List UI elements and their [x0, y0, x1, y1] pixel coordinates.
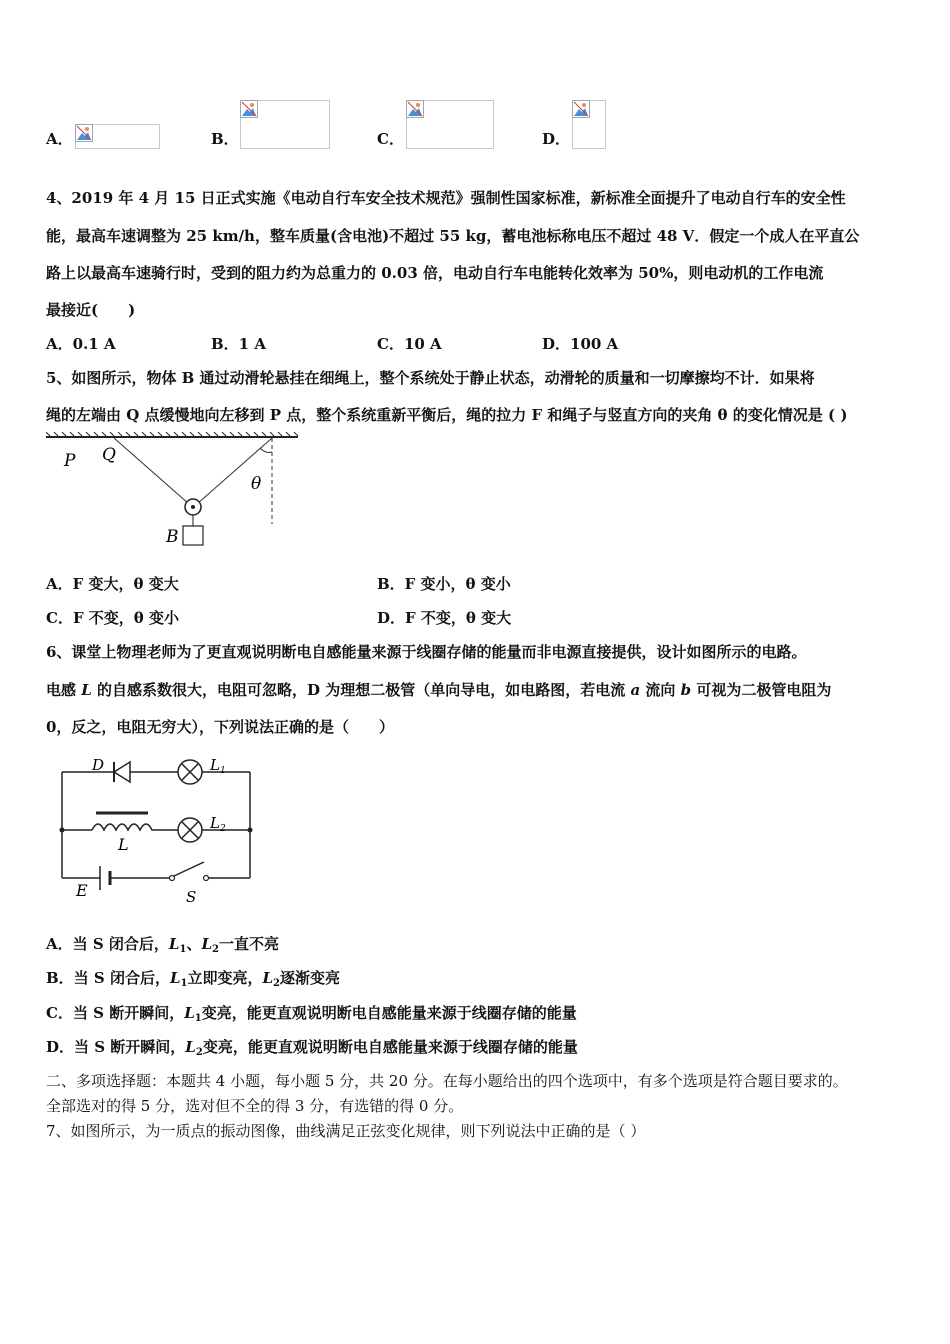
q3-option-c-image: [406, 100, 494, 149]
q4-option-c: C．10 A: [377, 335, 442, 353]
q4-option-a: A．0.1 A: [46, 335, 116, 353]
label-b: B: [166, 527, 179, 547]
q6-text-line-1: 6、课堂上物理老师为了更直观说明断电自感能量来源于线圈存储的能量而非电源直接提供，设计如图所示的电路。: [46, 643, 807, 661]
block-b: [183, 526, 203, 545]
q6-line2-part-d: 可视为二极管电阻为: [691, 681, 832, 699]
q6-line2-part-c: 流向: [640, 681, 681, 699]
q6-option-a: A．当 S 闭合后，$L_1$、$L_2$一直不亮: [46, 935, 279, 955]
q3-option-d-image: [572, 100, 606, 149]
label-l1: $L_1$: [210, 756, 226, 776]
q3-option-a-image: [75, 124, 160, 149]
q6-line2-part-b: 的自感系数很大，电阻可忽略，D 为理想二极管（单向导电，如电路图，若电流: [91, 681, 631, 699]
q5-option-c: C．F 不变，θ 变小: [46, 609, 180, 627]
q6-option-d: D．当 S 断开瞬间，$L_2$变亮，能更直观说明断电自感能量来源于线圈存储的能量: [46, 1038, 578, 1058]
q3-option-b-image: [240, 100, 330, 149]
label-theta: θ: [251, 474, 262, 494]
label-d: D: [92, 756, 105, 774]
lamp-l2-symbol: [174, 818, 206, 842]
q4-text-line-4: 最接近( ): [46, 301, 136, 319]
diode-symbol: [110, 762, 134, 782]
label-l2: $L_2$: [210, 814, 226, 834]
label-l: L: [118, 835, 129, 854]
circuit-diagram: [58, 756, 258, 906]
broken-image-icon: [406, 100, 424, 118]
q6-line2-var-l: L: [81, 681, 92, 699]
q6-line2-var-b: b: [680, 681, 692, 699]
q6-line2-part-a: 电感: [46, 681, 82, 699]
q5-option-d: D．F 不变，θ 变大: [377, 609, 512, 627]
pulley-diagram: [46, 432, 302, 550]
q6-option-b: B．当 S 闭合后，$L_1$立即变亮，$L_2$逐渐变亮: [46, 969, 341, 989]
broken-image-icon: [572, 100, 590, 118]
q6-text-line-3: 0，反之，电阻无穷大），下列说法正确的是（ ）: [46, 718, 394, 736]
q3-option-a-label: A．: [46, 130, 73, 148]
q6-text-line-2: [46, 679, 831, 700]
lamp-l1-symbol: [174, 760, 206, 784]
broken-image-icon: [75, 124, 93, 142]
label-p: P: [64, 451, 76, 471]
broken-image-icon: [240, 100, 258, 118]
q4-option-b: B．1 A: [211, 335, 266, 353]
section-2-line-1: 二、多项选择题：本题共 4 小题，每小题 5 分，共 20 分。在每小题给出的四个选项中，有多个选项是符合题目要求的。: [46, 1072, 848, 1090]
inductor-symbol: [92, 813, 156, 830]
battery-symbol: [100, 866, 110, 890]
q4-text-line-3: 路上以最高车速骑行时，受到的阻力约为总重力的 0.03 倍，电动自行车电能转化效率为 50%，则电动机的工作电流: [46, 264, 824, 282]
q6-option-c: C．当 S 断开瞬间，$L_1$变亮，能更直观说明断电自感能量来源于线圈存储的能量: [46, 1004, 577, 1024]
q5-text-line-1: 5、如图所示，物体 B 通过动滑轮悬挂在细绳上，整个系统处于静止状态，动滑轮的质量和一切摩擦均不计．如果将: [46, 369, 815, 387]
q5-text-line-2: 绳的左端由 Q 点缓慢地向左移到 P 点，整个系统重新平衡后，绳的拉力 F 和绳子与竖直方向的夹角 θ 的变化情况是 ( ): [46, 406, 848, 424]
q3-option-d-label: D．: [542, 130, 571, 148]
q4-text-line-1: 4、2019 年 4 月 15 日正式实施《电动自行车安全技术规范》强制性国家标准，新标准全面提升了电动自行车的安全性: [46, 189, 846, 207]
q5-option-a: A．F 变大，θ 变大: [46, 575, 179, 593]
section-2-line-2: 全部选对的得 5 分，选对但不全的得 3 分，有选错的得 0 分。: [46, 1097, 464, 1115]
label-e: E: [76, 881, 88, 900]
q4-text-line-2: 能，最高车速调整为 25 km/h，整车质量(含电池)不超过 55 kg，蓄电池标称电压不超过 48 V．假定一个成人在平直公: [46, 227, 860, 245]
q4-option-d: D．100 A: [542, 335, 619, 353]
q3-option-c-label: C．: [377, 130, 404, 148]
label-s: S: [186, 888, 197, 906]
q6-line2-var-a: a: [630, 681, 641, 699]
switch-symbol: [170, 862, 209, 881]
label-q: Q: [102, 445, 116, 465]
q3-option-b-label: B．: [211, 130, 239, 148]
q7-text-line-1: 7、如图所示，为一质点的振动图像，曲线满足正弦变化规律，则下列说法中正确的是（ ）: [46, 1122, 646, 1140]
q5-option-b: B．F 变小，θ 变小: [377, 575, 511, 593]
